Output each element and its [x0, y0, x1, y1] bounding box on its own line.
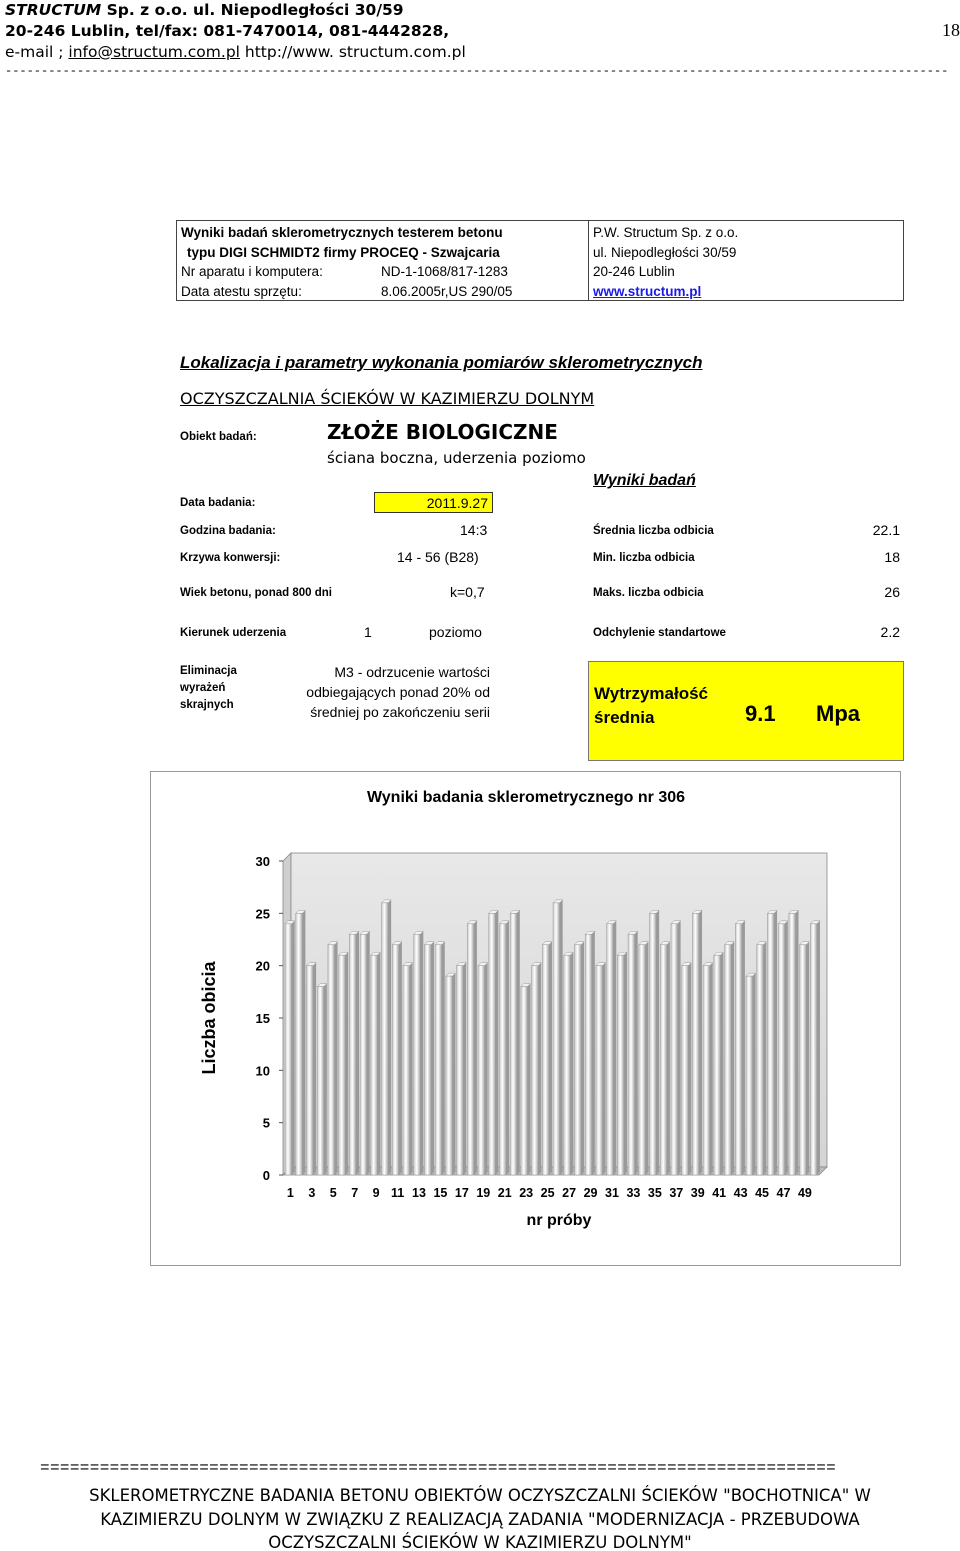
x-tick-label: 33	[626, 1186, 641, 1200]
x-tick-label: 9	[372, 1186, 380, 1200]
bar-side	[485, 963, 488, 1175]
company-info-right	[589, 221, 903, 300]
date-label: Data badania:	[180, 497, 256, 509]
elimination-description: M3 - odrzucenie wartości odbiegających ponad 20% od średniej po zakończeniu serii	[306, 664, 490, 720]
mean-value: 22.1	[872, 522, 900, 538]
x-tick-label: 7	[351, 1186, 359, 1200]
bar	[542, 945, 549, 1175]
x-tick-label: 39	[690, 1186, 705, 1200]
bar-side	[302, 910, 305, 1175]
bar	[596, 966, 603, 1175]
bar	[800, 945, 807, 1175]
age-value: k=0,7	[450, 584, 485, 600]
bar-side	[345, 952, 348, 1175]
bar	[639, 945, 646, 1175]
plant-name: OCZYSZCZALNIA ŚCIEKÓW W KAZIMIERZU DOLNYM	[180, 389, 595, 408]
bar	[628, 934, 635, 1175]
footer-line-2: KAZIMIERZU DOLNYM W ZWIĄZKU Z REALIZACJĄ ZADANIA "MODERNIZACJA - PRZEBUDOWA	[100, 1509, 860, 1529]
bar-side	[549, 942, 552, 1175]
bar-side	[817, 921, 820, 1175]
elim-label-2: wyrażeń	[180, 682, 226, 694]
bar	[339, 955, 346, 1175]
object-label: Obiekt badań:	[180, 431, 257, 443]
bar	[349, 934, 356, 1175]
device-row	[181, 262, 584, 282]
bar	[757, 945, 764, 1175]
bar	[671, 924, 678, 1175]
company-street: ul. Niepodległości 30/59	[593, 244, 737, 260]
company-city: 20-246 Lublin	[593, 264, 675, 279]
bar-side	[528, 984, 531, 1175]
bar	[650, 913, 657, 1175]
x-tick-label: 21	[497, 1186, 512, 1200]
elim-label-3: skrajnych	[180, 699, 234, 711]
bar-side	[474, 921, 477, 1175]
bar-side	[335, 942, 338, 1175]
x-tick-label: 37	[669, 1186, 684, 1200]
bar	[746, 976, 753, 1175]
device-label: Nr aparatu i komputera:	[181, 264, 323, 279]
website-text: http://www. structum.com.pl	[239, 43, 466, 61]
age-label: Wiek betonu, ponad 800 dni	[180, 587, 332, 599]
y-tick-label: 25	[255, 906, 270, 922]
y-tick-label: 5	[262, 1115, 270, 1131]
cert-row	[181, 282, 584, 302]
max-value: 26	[884, 584, 900, 600]
y-tick-label: 0	[262, 1168, 270, 1183]
curve-value: 14 - 56 (B28)	[397, 549, 479, 565]
x-tick-label: 27	[562, 1186, 577, 1200]
std-value: 2.2	[880, 624, 900, 640]
x-tick-label: 29	[583, 1186, 598, 1200]
bar-side	[431, 942, 434, 1175]
bar-side	[452, 973, 455, 1175]
chart-title: Wyniki badania sklerometrycznego nr 306	[366, 789, 686, 806]
device-value: ND-1-1068/817-1283	[381, 264, 508, 279]
strength-unit: Mpa	[816, 701, 860, 726]
bar	[499, 924, 506, 1175]
company-link[interactable]: www.structum.pl	[593, 283, 702, 299]
header-separator: -----------------------------------------------------------------------------------------------------------------------------------	[5, 64, 949, 78]
x-tick-label: 25	[540, 1186, 555, 1200]
object-name: ZŁOŻE BIOLOGICZNE	[327, 420, 558, 444]
bar	[789, 913, 796, 1175]
bar	[414, 934, 421, 1175]
info-title-1: Wyniki badań sklerometrycznych testerem betonu	[181, 225, 503, 240]
curve-label: Krzywa konwersji:	[180, 552, 281, 564]
x-tick-label: 41	[712, 1186, 727, 1200]
x-tick-label: 19	[476, 1186, 491, 1200]
bar	[360, 934, 367, 1175]
x-tick-label: 35	[647, 1186, 662, 1200]
strength-value: 9.1	[745, 701, 776, 726]
x-tick-label: 5	[329, 1186, 337, 1200]
x-tick-label: 49	[797, 1186, 812, 1200]
results-title: Wyniki badań	[593, 472, 696, 489]
bar-side	[570, 952, 573, 1175]
bar	[521, 987, 528, 1175]
email-link[interactable]: info@structum.com.pl	[68, 43, 240, 61]
strength-label-2: średnia	[594, 708, 655, 727]
email-prefix: e-mail ;	[5, 43, 69, 61]
bar-side	[624, 952, 627, 1175]
header-line-3	[5, 42, 955, 63]
min-value: 18	[884, 549, 900, 565]
header-line-1	[5, 0, 955, 21]
bar	[607, 924, 614, 1175]
bar	[532, 966, 539, 1175]
bar-side	[720, 952, 723, 1175]
strength-label	[594, 682, 708, 730]
bar-side	[410, 963, 413, 1175]
bar-side	[635, 931, 638, 1175]
bar-side	[688, 963, 691, 1175]
x-tick-label: 3	[308, 1186, 316, 1200]
bar	[306, 966, 313, 1175]
bar-side	[506, 921, 509, 1175]
x-axis-label: nr próby	[526, 1212, 592, 1229]
bar-side	[356, 931, 359, 1175]
time-label: Godzina badania:	[180, 525, 276, 537]
bar-side	[560, 900, 563, 1175]
bar	[296, 913, 303, 1175]
company-name: P.W. Structum Sp. z o.o.	[593, 225, 739, 240]
bar-side	[538, 963, 541, 1175]
rebound-chart	[150, 771, 901, 1266]
bar-side	[442, 942, 445, 1175]
bar-side	[731, 942, 734, 1175]
y-axis-label: Liczba obicia	[199, 961, 219, 1075]
cert-label: Data atestu sprzętu:	[181, 283, 302, 299]
bar	[778, 924, 785, 1175]
info-title-2: typu DIGI SCHMIDT2 firmy PROCEQ - Szwajcaria	[187, 244, 500, 260]
x-tick-label: 45	[755, 1186, 769, 1200]
equipment-info-left	[177, 221, 589, 300]
max-label: Maks. liczba odbicia	[593, 587, 704, 599]
bar-side	[656, 910, 659, 1175]
bar-side	[710, 963, 713, 1175]
x-tick-label: 1	[286, 1186, 294, 1200]
equipment-info-box	[176, 220, 904, 301]
bar	[467, 924, 474, 1175]
date-value: 2011.9.27	[374, 492, 493, 513]
bar	[317, 987, 324, 1175]
bar	[553, 903, 560, 1175]
bar-side	[399, 942, 402, 1175]
footer-line-3: OCZYSZCZALNI ŚCIEKÓW W KAZIMIERZU DOLNYM"	[268, 1533, 692, 1551]
bar	[435, 945, 442, 1175]
bar	[714, 955, 721, 1175]
bar	[446, 976, 453, 1175]
company-address: Sp. z o.o. ul. Niepodległości 30/59	[101, 1, 404, 19]
bar-side	[292, 921, 295, 1175]
bar	[703, 966, 710, 1175]
bar-side	[313, 963, 316, 1175]
bar-side	[806, 942, 809, 1175]
bar	[810, 924, 817, 1175]
bar	[660, 945, 667, 1175]
bar-side	[377, 952, 380, 1175]
bar	[585, 934, 592, 1175]
bar-side	[796, 910, 799, 1175]
x-tick-label: 17	[454, 1186, 469, 1200]
mean-label: Średnia liczba odbicia	[593, 525, 714, 537]
bar	[489, 913, 496, 1175]
bar	[564, 955, 571, 1175]
bar	[424, 945, 431, 1175]
page-header	[5, 0, 955, 63]
bar	[735, 924, 742, 1175]
bar-side	[324, 984, 327, 1175]
bar-side	[463, 963, 466, 1175]
y-tick-label: 20	[255, 958, 270, 974]
bar-side	[667, 942, 670, 1175]
elimination-label	[180, 663, 237, 714]
bar	[682, 966, 689, 1175]
bar-side	[367, 931, 370, 1175]
bar-side	[699, 910, 702, 1175]
object-description: ściana boczna, uderzenia poziomo	[327, 449, 586, 467]
std-label: Odchylenie standartowe	[593, 627, 726, 639]
header-contact: 20-246 Lublin, tel/fax: 081-7470014, 081-4442828,	[5, 22, 450, 40]
bar-side	[645, 942, 648, 1175]
bar	[403, 966, 410, 1175]
direction-value: poziomo	[429, 624, 482, 640]
y-tick-label: 30	[255, 854, 270, 869]
bar-side	[613, 921, 616, 1175]
y-tick-label: 10	[255, 1063, 270, 1079]
bar-side	[753, 973, 756, 1175]
bar-side	[581, 942, 584, 1175]
x-tick-label: 31	[605, 1186, 619, 1200]
bar-side	[517, 910, 520, 1175]
x-tick-label: 47	[776, 1186, 791, 1200]
bar-side	[742, 921, 745, 1175]
bar-side	[763, 942, 766, 1175]
bar-side	[388, 900, 391, 1175]
bar	[285, 924, 292, 1175]
bar	[574, 945, 581, 1175]
bar-side	[495, 910, 498, 1175]
footer-line-1: SKLEROMETRYCZNE BADANIA BETONU OBIEKTÓW OCZYSZCZALNI ŚCIEKÓW "BOCHOTNICA" W	[89, 1486, 871, 1505]
x-tick-label: 13	[412, 1186, 426, 1200]
elim-label-1: Eliminacja	[180, 665, 237, 677]
section-title: Lokalizacja i parametry wykonania pomiarów sklerometrycznych	[180, 353, 703, 372]
x-tick-label: 15	[433, 1186, 448, 1200]
direction-number: 1	[364, 624, 372, 640]
bar	[767, 913, 774, 1175]
x-tick-label: 23	[519, 1186, 534, 1200]
strength-box	[588, 661, 904, 761]
y-tick-label: 15	[255, 1011, 270, 1026]
chart-svg	[151, 772, 902, 1267]
bar-side	[785, 921, 788, 1175]
bar-side	[420, 931, 423, 1175]
bar	[478, 966, 485, 1175]
min-label: Min. liczba odbicia	[593, 552, 695, 564]
strength-label-1: Wytrzymałość	[594, 684, 709, 703]
company-brand: STRUCTUM	[5, 1, 102, 19]
time-value: 14:3	[460, 522, 488, 538]
bar	[692, 913, 699, 1175]
bar	[382, 903, 389, 1175]
bar	[328, 945, 335, 1175]
page-number: 18	[942, 20, 960, 40]
bar-side	[592, 931, 595, 1175]
bar-side	[774, 910, 777, 1175]
page-footer	[0, 1484, 960, 1551]
footer-separator: ================================================================================	[40, 1459, 837, 1477]
x-tick-label: 11	[390, 1186, 405, 1200]
bar-side	[603, 963, 606, 1175]
bar	[392, 945, 399, 1175]
bar	[617, 955, 624, 1175]
bar	[371, 955, 378, 1175]
bar	[510, 913, 517, 1175]
bar-side	[678, 921, 681, 1175]
direction-label: Kierunek uderzenia	[180, 627, 287, 639]
bar	[457, 966, 464, 1175]
cert-value: 8.06.2005r,US 290/05	[381, 283, 513, 299]
bar	[725, 945, 732, 1175]
x-tick-label: 43	[733, 1186, 748, 1200]
